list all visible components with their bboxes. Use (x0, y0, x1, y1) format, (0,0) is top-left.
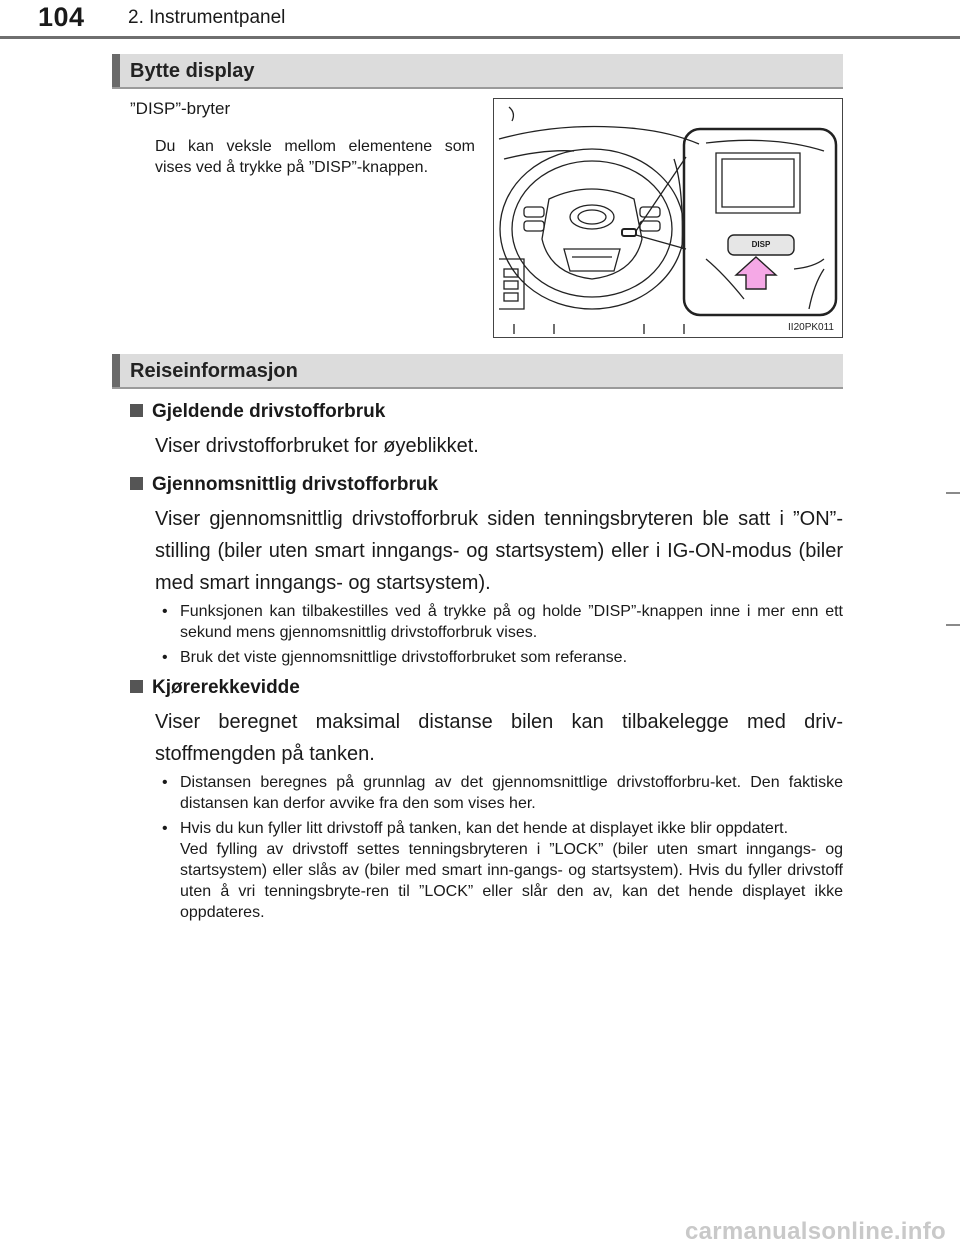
section-accent (112, 354, 120, 387)
section-header-trip (112, 354, 843, 389)
chapter-title: 2. Instrumentpanel (128, 7, 286, 28)
item-heading-text: Gjennomsnittlig drivstofforbruk (152, 474, 439, 495)
item-heading-current-consumption (130, 401, 385, 423)
square-bullet-icon (130, 404, 143, 417)
square-bullet-icon (130, 680, 143, 693)
item-heading-text: Gjeldende drivstofforbruk (152, 401, 386, 422)
section-accent (112, 54, 120, 87)
item-body: Viser gjennomsnittlig drivstofforbruk siden tenningsbryteren ble satt i ”ON”-stilling (biler uten smart inngangs- og startsystem) eller i IG-ON-modus (biler med smart inngangs- og startsystem). (155, 508, 843, 594)
press-arrow-icon (736, 257, 776, 289)
list-item (160, 818, 843, 923)
square-bullet-icon (130, 477, 143, 490)
item-heading-driving-range (130, 677, 300, 699)
list-item: • Distansen beregnes på grunnlag av det gjennomsnittlige drivstofforbru-ket. Den faktiske distansen kan derfor avvike fra den som vises her. (160, 772, 843, 814)
item-heading-average-consumption (130, 474, 438, 496)
header-rule (0, 36, 960, 39)
bullet-list (160, 601, 843, 672)
watermark: carmanualsonline.info (684, 1218, 946, 1245)
figure-code: II20PK011 (788, 322, 834, 333)
steering-wheel-figure (493, 98, 843, 338)
disp-switch-description: Du kan veksle mellom elementene som vises ved å trykke på ”DISP”-knappen. (155, 138, 475, 176)
section-title: Bytte display (130, 60, 255, 82)
list-item: • Funksjonen kan tilbakestilles ved å trykke på og holde ”DISP”-knappen inne i mer enn ett sekund mens gjennomsnittlig drivstofforbruk vises. (160, 601, 843, 643)
item-body: Viser drivstofforbruket for øyeblikket. (155, 435, 479, 457)
edge-tick-mark (946, 624, 960, 626)
edge-tick-mark (946, 492, 960, 494)
section-title: Reiseinformasjon (130, 360, 298, 382)
list-item-text: Hvis du kun fyller litt drivstoff på tanken, kan det hende at displayet ikke blir oppdatert. (180, 820, 789, 837)
list-item: • Bruk det viste gjennomsnittlige drivstofforbruket som referanse. (160, 647, 843, 668)
section-header-display (112, 54, 843, 89)
bullet-list (160, 772, 843, 927)
list-item-continuation: Ved fylling av drivstoff settes tenningsbryteren i ”LOCK” (biler uten smart inngangs- og startsystem) eller slås av (biler med smart inn-gangs- og startsystem). Hvis du fyller drivstoff uten å vri tenningsbryte-ren til ”LOCK” eller slår den av, kan det hende displayet ikke oppdateres. (180, 841, 843, 921)
steering-wheel-illustration (494, 99, 844, 339)
item-heading-text: Kjørerekkevidde (152, 677, 300, 698)
page-number: 104 (38, 2, 85, 32)
item-body: Viser beregnet maksimal distanse bilen kan tilbakelegge med driv-stoffmengden på tanken. (155, 711, 843, 765)
disp-switch-label: ”DISP”-bryter (130, 99, 231, 118)
disp-button-label: DISP (751, 240, 771, 249)
